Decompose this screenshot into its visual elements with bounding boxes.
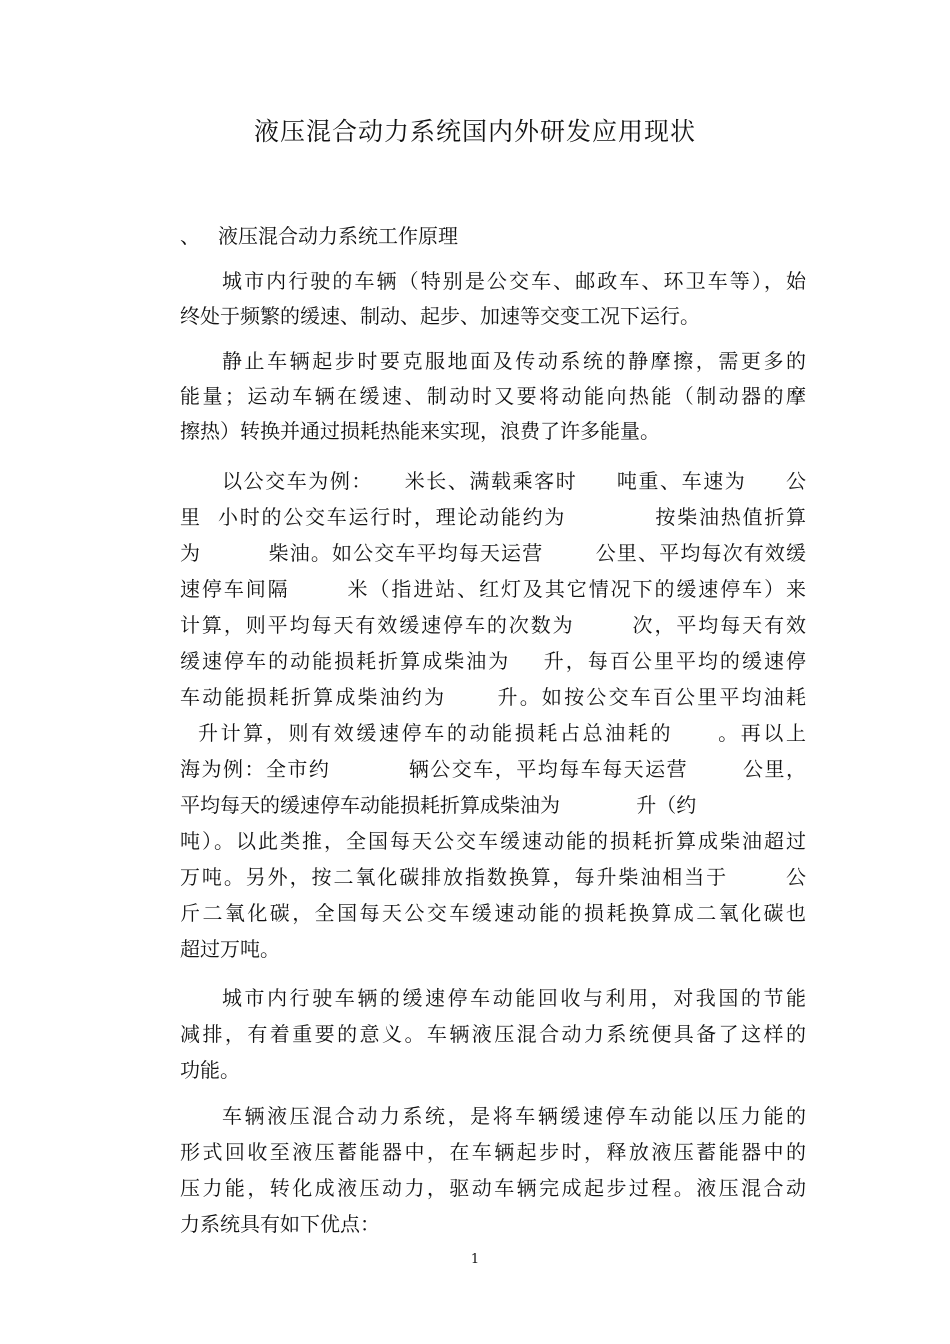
paragraph-line: 擦热）转换并通过损耗热能来实现，浪费了许多能量。	[180, 419, 660, 443]
section-heading	[180, 221, 458, 251]
paragraph-line: 终处于频繁的缓速、制动、起步、加速等交变工况下运行。	[180, 304, 700, 328]
paragraph-line: 城市内行驶的车辆（特别是公交车、邮政车、环卫车等），始	[222, 269, 806, 293]
paragraph-line: 万吨。另外，按二氧化碳排放指数换算，每升柴油相当于 公	[180, 865, 806, 889]
paragraph-line: 超过万吨。	[180, 937, 280, 961]
paragraph-line: 形式回收至液压蓄能器中，在车辆起步时，释放液压蓄能器中的	[180, 1140, 806, 1164]
paragraph-line: 平均每天的缓速停车动能损耗折算成柴油为 升（约	[180, 793, 697, 817]
paragraph-line: 减排，有着重要的意义。车辆液压混合动力系统便具备了这样的	[180, 1022, 806, 1046]
paragraph-line: 城市内行驶车辆的缓速停车动能回收与利用，对我国的节能	[222, 986, 806, 1010]
paragraph-line: 压力能，转化成液压动力，驱动车辆完成起步过程。液压混合动	[180, 1176, 806, 1200]
paragraph-line: 缓速停车的动能损耗折算成柴油为 升，每百公里平均的缓速停	[180, 649, 806, 673]
paragraph-line: 吨）。以此类推，全国每天公交车缓速动能的损耗折算成柴油超过	[180, 829, 806, 853]
paragraph-line: 静止车辆起步时要克服地面及传动系统的静摩擦，需更多的	[222, 349, 806, 373]
paragraph-line: 以公交车为例： 米长、满载乘客时 吨重、车速为 公	[222, 469, 806, 493]
paragraph-line: 斤二氧化碳，全国每天公交车缓速动能的损耗换算成二氧化碳也	[180, 901, 806, 925]
paragraph-line: 海为例：全市约 辆公交车，平均每车每天运营 公里，	[180, 757, 806, 781]
paragraph-line: 里 小时的公交车运行时，理论动能约为 按柴油热值折算	[180, 505, 806, 529]
paragraph-line: 力系统具有如下优点：	[180, 1212, 380, 1236]
paragraph-line: 速停车间隔 米（指进站、红灯及其它情况下的缓速停车）来	[180, 577, 806, 601]
paragraph-line: 升计算，则有效缓速停车的动能损耗占总油耗的 。再以上	[180, 721, 806, 745]
paragraph-line: 为 柴油。如公交车平均每天运营 公里、平均每次有效缓	[180, 541, 806, 565]
section-bullet: 、	[180, 224, 200, 248]
paragraph-line: 能量；运动车辆在缓速、制动时又要将动能向热能（制动器的摩	[180, 384, 806, 408]
document-title: 液压混合动力系统国内外研发应用现状	[253, 117, 696, 146]
paragraph-line: 计算，则平均每天有效缓速停车的次数为 次，平均每天有效	[180, 613, 806, 637]
paragraph-line: 功能。	[180, 1058, 240, 1082]
paragraph-line: 车动能损耗折算成柴油约为 升。如按公交车百公里平均油耗	[180, 685, 806, 709]
section-heading-text: 液压混合动力系统工作原理	[218, 224, 458, 248]
page-number: 1	[470, 1252, 480, 1267]
paragraph-line: 车辆液压混合动力系统，是将车辆缓速停车动能以压力能的	[222, 1104, 806, 1128]
